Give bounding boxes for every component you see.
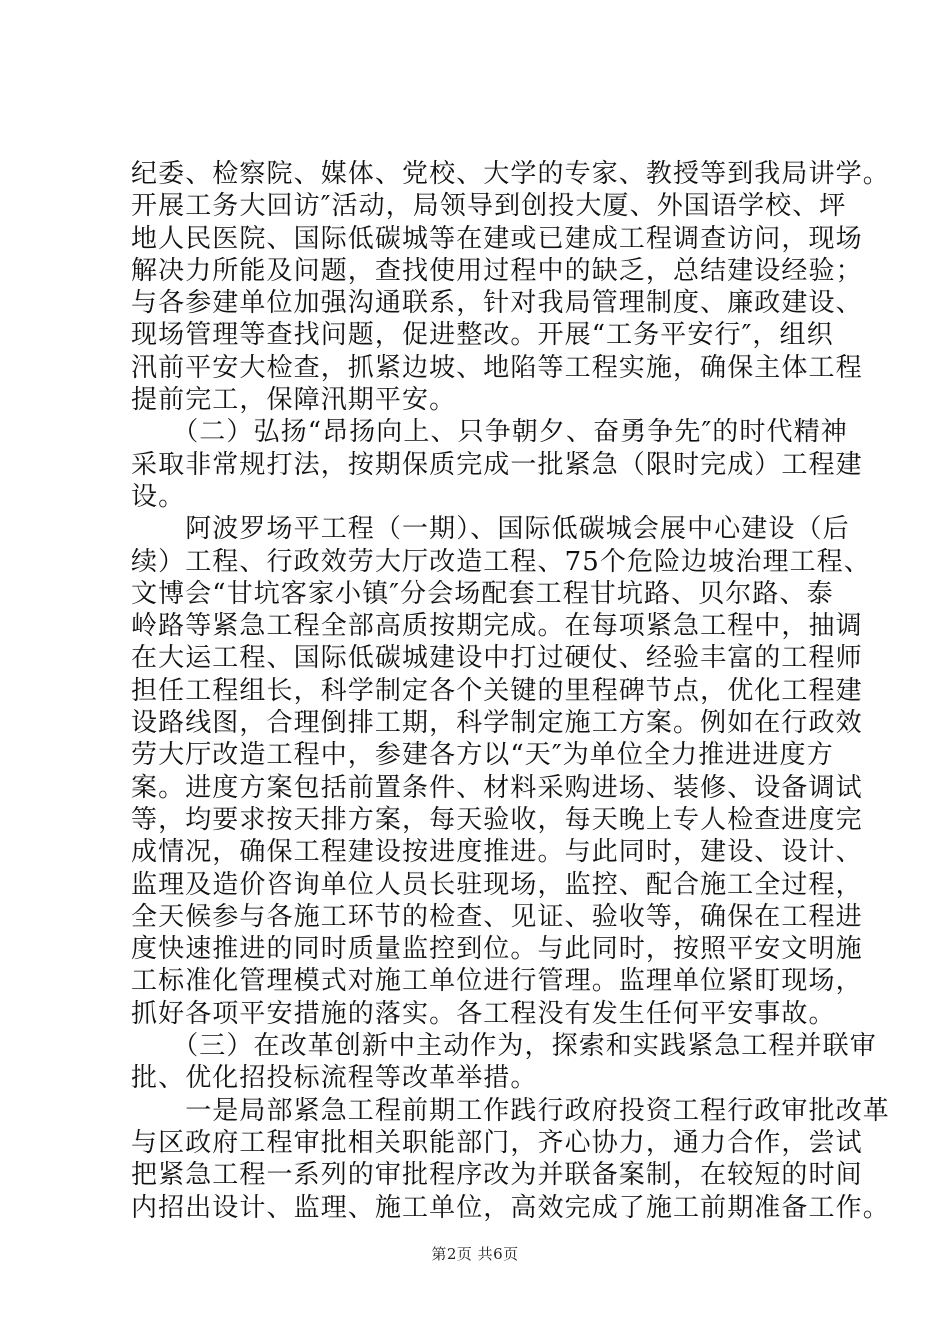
text-line: 等，均要求按天排方案，每天验收，每天晚上专人检查进度完 xyxy=(131,804,863,835)
text-line: 纪委、检察院、媒体、党校、大学的专家、教授等到我局讲学。 xyxy=(131,159,890,189)
text-line: 地人民医院、国际低碳城等在建或已建成工程调查访问，现场 xyxy=(131,223,863,254)
text-line: 监理及造价咨询单位人员长驻现场，监控、配合施工全过程， xyxy=(131,869,863,900)
text-line: 设。 xyxy=(131,481,186,512)
text-line: 在大运工程、国际低碳城建设中打过硬仗、经验丰富的工程师 xyxy=(131,643,863,674)
text-line: 续）工程、行政效劳大厅改造工程、75个危险边坡治理工程、 xyxy=(131,546,871,577)
text-line: 成情况，确保工程建设按进度推进。与此同时，建设、设计、 xyxy=(131,837,863,868)
text-line: 批、优化招投标流程等改革举措。 xyxy=(131,1063,538,1094)
text-line: 与区政府工程审批相关职能部门，齐心协力，通力合作，尝试 xyxy=(131,1127,863,1158)
text-line: 劳大厅改造工程中，参建各方以“天″为单位全力推进进度方 xyxy=(131,740,834,771)
text-line: 文博会“甘坑客家小镇″分会场配套工程甘坑路、贝尔路、泰 xyxy=(131,578,834,609)
text-line: 现场管理等查找问题，促进整改。开展“工务平安行″，组织 xyxy=(131,320,834,351)
text-line: 全天候参与各施工环节的检查、见证、验收等，确保在工程进 xyxy=(131,901,863,932)
text-line: 内招出设计、监理、施工单位，高效完成了施工前期准备工作。 xyxy=(131,1192,890,1223)
page-number: 第2页 共6页 xyxy=(431,1245,519,1263)
text-line: 度快速推进的同时质量监控到位。与此同时，按照平安文明施 xyxy=(131,934,863,965)
text-line: 抓好各项平安措施的落实。各工程没有发生任何平安事故。 xyxy=(131,998,836,1029)
text-line: 案。进度方案包括前置条件、材料采购进场、装修、设备调试 xyxy=(131,772,863,803)
text-line: （二）弘扬“昂扬向上、只争朝夕、奋勇争先″的时代精神 xyxy=(131,417,848,448)
text-line: 阿波罗场平工程（一期）、国际低碳城会展中心建设（后 xyxy=(131,514,850,545)
text-line: 把紧急工程一系列的审批程序改为并联备案制，在较短的时间 xyxy=(131,1160,863,1191)
text-line: 岭路等紧急工程全部高质按期完成。在每项紧急工程中，抽调 xyxy=(131,611,863,642)
text-line: 汛前平安大检查，抓紧边坡、地陷等工程实施，确保主体工程 xyxy=(131,352,863,383)
text-line: 工标准化管理模式对施工单位进行管理。监理单位紧盯现场， xyxy=(131,966,863,997)
text-line: 担任工程组长，科学制定各个关键的里程碑节点，优化工程建 xyxy=(131,675,863,706)
text-line: （三）在改革创新中主动作为，探索和实践紧急工程并联审 xyxy=(131,1031,877,1062)
text-line: 采取非常规打法，按期保质完成一批紧急（限时完成）工程建 xyxy=(131,449,863,480)
text-line: 开展工务大回访″活动，局领导到创投大厦、外国语学校、坪 xyxy=(131,191,847,222)
document-body xyxy=(131,158,890,1224)
text-line: 一是局部紧急工程前期工作践行政府投资工程行政审批改革 xyxy=(131,1095,890,1126)
text-line: 与各参建单位加强沟通联系，针对我局管理制度、廉政建设、 xyxy=(131,288,863,319)
text-line: 提前完工，保障汛期平安。 xyxy=(131,385,457,416)
text-line: 解决力所能及问题，查找使用过程中的缺乏，总结建设经验； xyxy=(131,255,863,286)
text-line: 设路线图，合理倒排工期，科学制定施工方案。例如在行政效 xyxy=(131,708,863,739)
